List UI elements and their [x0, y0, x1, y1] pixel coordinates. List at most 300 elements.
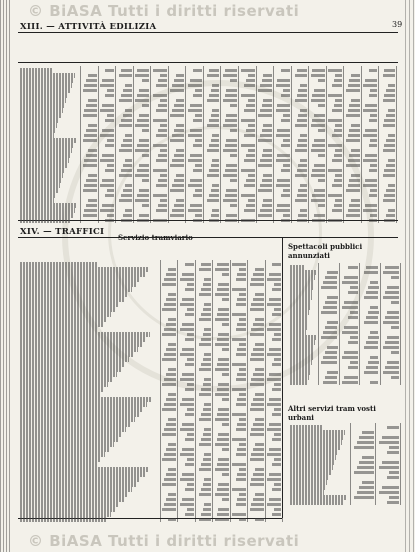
- table-cell: [241, 144, 255, 147]
- table-cell: [185, 263, 194, 266]
- table-cell: [195, 164, 202, 167]
- table-cell: [211, 189, 220, 192]
- table-cell: [139, 164, 150, 167]
- table-cell: [318, 154, 325, 157]
- table-cell: [156, 209, 167, 212]
- table-cell: [239, 268, 246, 271]
- table-cell: [385, 266, 399, 269]
- table-cell: [368, 286, 378, 289]
- table-cell: [297, 194, 308, 197]
- table-cell: [383, 149, 395, 152]
- table-cell: [223, 99, 237, 102]
- table-cell: [226, 189, 237, 192]
- table-cell: [182, 373, 194, 376]
- table-cell: [297, 169, 308, 172]
- table-cell: [223, 74, 237, 77]
- table-cell: [382, 461, 400, 464]
- table-cell: [193, 194, 202, 197]
- table-cell: [137, 69, 149, 72]
- table-cell: [295, 174, 307, 177]
- table-cell: [86, 154, 97, 157]
- table-cell: [387, 286, 399, 289]
- table-cell: [158, 104, 167, 107]
- table-cell: [88, 74, 97, 77]
- table-cell: [203, 508, 212, 511]
- table-cell: [207, 174, 219, 177]
- table-cell: [253, 298, 263, 301]
- table-cell: [239, 418, 246, 421]
- table-cell: [328, 144, 342, 147]
- table-cell: [212, 134, 219, 137]
- table-cell: [168, 318, 177, 321]
- table-cell: [121, 144, 132, 147]
- table-cell: [328, 169, 342, 172]
- table-cell: [217, 288, 229, 291]
- table-cell: [349, 129, 360, 132]
- column-rule: [265, 260, 266, 522]
- table-cell: [187, 283, 194, 286]
- table-cell: [274, 458, 281, 461]
- table-cell: [350, 311, 358, 314]
- table-cell: [222, 498, 229, 501]
- column-rule: [256, 66, 257, 223]
- watermark-text-bottom: © BiASA Tutti i diritti riservati: [28, 532, 300, 550]
- table-cell: [218, 458, 228, 461]
- table-cell: [283, 189, 290, 192]
- table-cell: [267, 378, 281, 381]
- table-cell: [105, 219, 114, 222]
- table-cell: [139, 189, 150, 192]
- table-cell: [153, 119, 167, 122]
- table-cell: [255, 443, 264, 446]
- table-cell: [297, 94, 308, 97]
- table-cell: [158, 79, 167, 82]
- table-cell: [365, 129, 377, 132]
- table-cell: [370, 381, 378, 384]
- table-cell: [162, 308, 176, 311]
- table-cell: [332, 134, 343, 137]
- table-cell: [187, 308, 194, 311]
- column-rule: [400, 263, 401, 385]
- table-cell: [354, 471, 374, 474]
- row-label: [290, 380, 308, 385]
- table-cell: [218, 358, 228, 361]
- table-cell: [188, 84, 202, 87]
- table-cell: [298, 214, 307, 217]
- table-cell: [232, 413, 246, 416]
- column-rule: [238, 66, 239, 223]
- table-cell: [297, 144, 308, 147]
- scan-edge-left: [0, 0, 12, 552]
- table-cell: [182, 423, 194, 426]
- table-cell: [190, 204, 202, 207]
- table-cell: [201, 488, 211, 491]
- table-cell: [370, 356, 378, 359]
- table-cell: [119, 99, 131, 102]
- table-cell: [260, 159, 272, 162]
- table-cell: [166, 473, 176, 476]
- table-cell: [276, 84, 290, 87]
- table-cell: [207, 99, 219, 102]
- table-cell: [344, 301, 358, 304]
- table-cell: [363, 209, 377, 212]
- table-cell: [363, 109, 377, 112]
- table-cell: [164, 353, 176, 356]
- table-cell: [368, 361, 378, 364]
- table-cell: [244, 209, 255, 212]
- table-cell: [365, 179, 377, 182]
- table-cell: [121, 119, 132, 122]
- table-cell: [203, 458, 212, 461]
- table-cell: [176, 74, 185, 77]
- table-cell: [105, 194, 114, 197]
- table-cell: [223, 124, 237, 127]
- table-cell: [251, 428, 263, 431]
- table-cell: [158, 129, 167, 132]
- table-cell: [107, 189, 114, 192]
- table-cell: [262, 79, 273, 82]
- table-cell: [253, 273, 263, 276]
- table-cell: [237, 448, 246, 451]
- table-cell: [328, 69, 342, 72]
- column-rule: [150, 66, 151, 223]
- table-cell: [387, 311, 399, 314]
- table-cell: [176, 149, 185, 152]
- table-cell: [217, 413, 229, 416]
- table-cell: [190, 104, 202, 107]
- table-cell: [272, 463, 281, 466]
- table-cell: [215, 418, 229, 421]
- table-cell: [237, 423, 246, 426]
- table-cell: [170, 214, 184, 217]
- table-cell: [328, 194, 342, 197]
- table-cell: [357, 491, 375, 494]
- table-cell: [236, 378, 246, 381]
- table-cell: [384, 169, 395, 172]
- table-cell: [225, 194, 237, 197]
- table-cell: [232, 388, 246, 391]
- table-cell: [105, 169, 114, 172]
- table-cell: [332, 84, 343, 87]
- table-cell: [385, 341, 399, 344]
- table-cell: [185, 513, 194, 516]
- table-cell: [119, 124, 131, 127]
- table-cell: [107, 214, 114, 217]
- tram-heading: Servizio tramviario: [118, 233, 193, 242]
- table-cell: [209, 144, 220, 147]
- table-cell: [263, 99, 272, 102]
- table-cell: [387, 451, 400, 454]
- table-cell: [276, 209, 290, 212]
- table-cell: [251, 353, 263, 356]
- table-cell: [100, 84, 114, 87]
- table-cell: [100, 184, 114, 187]
- table-cell: [348, 134, 360, 137]
- table-cell: [105, 94, 114, 97]
- table-cell: [363, 184, 377, 187]
- table-cell: [385, 366, 399, 369]
- table-cell: [199, 268, 211, 271]
- table-cell: [188, 159, 202, 162]
- table-cell: [323, 331, 337, 334]
- table-cell: [357, 466, 375, 469]
- table-cell: [218, 333, 228, 336]
- table-cell: [215, 293, 229, 296]
- table-cell: [168, 393, 177, 396]
- table-cell: [314, 139, 325, 142]
- table-cell: [325, 301, 337, 304]
- table-cell: [346, 89, 360, 92]
- table-cell: [102, 129, 114, 132]
- table-cell: [327, 346, 337, 349]
- table-cell: [164, 278, 176, 281]
- table-cell: [269, 448, 281, 451]
- table-cell: [386, 164, 395, 167]
- table-cell: [166, 323, 176, 326]
- column-rule: [80, 66, 81, 223]
- table-cell: [269, 398, 281, 401]
- column-rule: [361, 66, 362, 223]
- table-cell: [332, 184, 343, 187]
- table-cell: [388, 184, 395, 187]
- table-cell: [166, 423, 176, 426]
- table-cell: [383, 271, 399, 274]
- table-cell: [142, 79, 149, 82]
- table-cell: [162, 458, 176, 461]
- table-cell: [86, 129, 97, 132]
- table-cell: [344, 376, 358, 379]
- table-cell: [369, 169, 378, 172]
- table-cell: [253, 448, 263, 451]
- watermark-text-top: © BiASA Tutti i diritti riservati: [28, 2, 300, 20]
- table-cell: [187, 333, 194, 336]
- table-cell: [142, 154, 149, 157]
- table-cell: [281, 219, 290, 222]
- table-cell: [215, 518, 229, 521]
- table-cell: [185, 313, 194, 316]
- table-cell: [125, 159, 132, 162]
- table-cell: [199, 393, 211, 396]
- table-cell: [283, 89, 290, 92]
- table-cell: [201, 363, 211, 366]
- table-cell: [344, 326, 358, 329]
- table-cell: [232, 263, 246, 266]
- table-cell: [363, 84, 377, 87]
- table-cell: [203, 408, 212, 411]
- table-cell: [387, 501, 400, 504]
- table-cell: [188, 109, 202, 112]
- table-cell: [199, 493, 211, 496]
- table-cell: [107, 139, 114, 142]
- table-cell: [311, 199, 325, 202]
- column-rule: [326, 66, 327, 223]
- table-cell: [236, 353, 246, 356]
- table-cell: [334, 104, 343, 107]
- table-cell: [185, 438, 194, 441]
- table-cell: [250, 308, 264, 311]
- table-cell: [135, 174, 149, 177]
- table-cell: [342, 331, 358, 334]
- table-cell: [199, 518, 211, 521]
- table-cell: [211, 89, 220, 92]
- table-cell: [370, 331, 378, 334]
- table-cell: [263, 74, 272, 77]
- table-cell: [388, 109, 395, 112]
- table-cell: [158, 179, 167, 182]
- table-cell: [172, 159, 184, 162]
- table-cell: [105, 69, 114, 72]
- table-cell: [217, 513, 229, 516]
- table-cell: [180, 428, 194, 431]
- table-cell: [318, 104, 325, 107]
- altri-servizi-heading: Altri servizi tram vosti urbani: [288, 404, 376, 422]
- table-cell: [153, 94, 167, 97]
- table-cell: [232, 488, 246, 491]
- table-cell: [166, 398, 176, 401]
- table-cell: [281, 144, 290, 147]
- table-cell: [166, 373, 176, 376]
- table-cell: [370, 164, 377, 167]
- table-cell: [211, 164, 220, 167]
- table-cell: [346, 139, 360, 142]
- table-cell: [160, 174, 167, 177]
- table-cell: [180, 303, 194, 306]
- table-cell: [298, 139, 307, 142]
- table-cell: [274, 408, 281, 411]
- table-cell: [119, 74, 131, 77]
- table-cell: [311, 124, 325, 127]
- table-cell: [239, 318, 246, 321]
- table-cell: [215, 343, 229, 346]
- table-cell: [350, 336, 358, 339]
- table-cell: [382, 486, 400, 489]
- table-cell: [386, 139, 395, 142]
- table-cell: [174, 179, 185, 182]
- table-cell: [274, 433, 281, 436]
- table-cell: [250, 458, 264, 461]
- table-cell: [383, 199, 395, 202]
- table-cell: [384, 94, 395, 97]
- table-cell: [366, 316, 378, 319]
- table-cell: [162, 383, 176, 386]
- table-cell: [365, 104, 377, 107]
- table-cell: [168, 418, 177, 421]
- table-cell: [199, 468, 211, 471]
- table-cell: [351, 199, 360, 202]
- table-cell: [199, 418, 211, 421]
- table-cell: [276, 159, 290, 162]
- section-13-top-rule: [18, 32, 398, 33]
- table-cell: [86, 179, 97, 182]
- table-cell: [349, 204, 360, 207]
- table-cell: [222, 398, 229, 401]
- table-cell: [237, 373, 246, 376]
- table-cell: [123, 114, 132, 117]
- section-14-top-rule: [18, 237, 398, 238]
- table-cell: [325, 326, 337, 329]
- table-cell: [193, 119, 202, 122]
- table-cell: [187, 433, 194, 436]
- table-cell: [351, 174, 360, 177]
- table-cell: [323, 356, 337, 359]
- table-cell: [386, 214, 395, 217]
- table-cell: [232, 338, 246, 341]
- table-cell: [212, 159, 219, 162]
- table-cell: [272, 288, 281, 291]
- table-cell: [135, 199, 149, 202]
- table-cell: [359, 436, 374, 439]
- table-cell: [180, 503, 194, 506]
- table-cell: [187, 383, 194, 386]
- table-cell: [244, 184, 255, 187]
- table-cell: [102, 79, 114, 82]
- table-cell: [223, 174, 237, 177]
- table-cell: [182, 323, 194, 326]
- table-cell: [389, 496, 399, 499]
- table-cell: [246, 204, 255, 207]
- table-cell: [281, 169, 290, 172]
- table-cell: [348, 109, 360, 112]
- table-cell: [172, 109, 184, 112]
- table-cell: [185, 413, 194, 416]
- table-cell: [385, 316, 399, 319]
- table-cell: [88, 199, 97, 202]
- table-cell: [267, 403, 281, 406]
- table-cell: [123, 189, 132, 192]
- table-cell: [182, 398, 194, 401]
- table-cell: [314, 189, 325, 192]
- table-cell: [262, 129, 273, 132]
- table-cell: [334, 179, 343, 182]
- table-cell: [383, 99, 395, 102]
- table-cell: [348, 341, 358, 344]
- table-cell: [272, 413, 281, 416]
- table-cell: [364, 346, 378, 349]
- table-cell: [135, 74, 149, 77]
- table-cell: [188, 209, 202, 212]
- table-cell: [312, 119, 324, 122]
- table-cell: [203, 358, 212, 361]
- table-cell: [255, 393, 264, 396]
- table-cell: [349, 154, 360, 157]
- table-cell: [232, 513, 246, 516]
- table-cell: [222, 298, 229, 301]
- table-cell: [102, 154, 114, 157]
- table-cell: [204, 478, 211, 481]
- table-cell: [348, 159, 360, 162]
- table-cell: [325, 376, 337, 379]
- table-cell: [253, 348, 263, 351]
- table-cell: [311, 74, 325, 77]
- table-cell: [267, 328, 281, 331]
- table-cell: [269, 323, 281, 326]
- table-cell: [160, 149, 167, 152]
- table-cell: [251, 278, 263, 281]
- table-cell: [207, 149, 219, 152]
- table-cell: [182, 473, 194, 476]
- table-cell: [160, 74, 167, 77]
- table-cell: [334, 154, 343, 157]
- table-cell: [354, 446, 374, 449]
- table-cell: [248, 74, 255, 77]
- table-cell: [246, 179, 255, 182]
- table-cell: [172, 84, 184, 87]
- table-cell: [251, 328, 263, 331]
- table-cell: [162, 483, 176, 486]
- table-cell: [119, 149, 131, 152]
- table-cell: [253, 498, 263, 501]
- table-cell: [164, 453, 176, 456]
